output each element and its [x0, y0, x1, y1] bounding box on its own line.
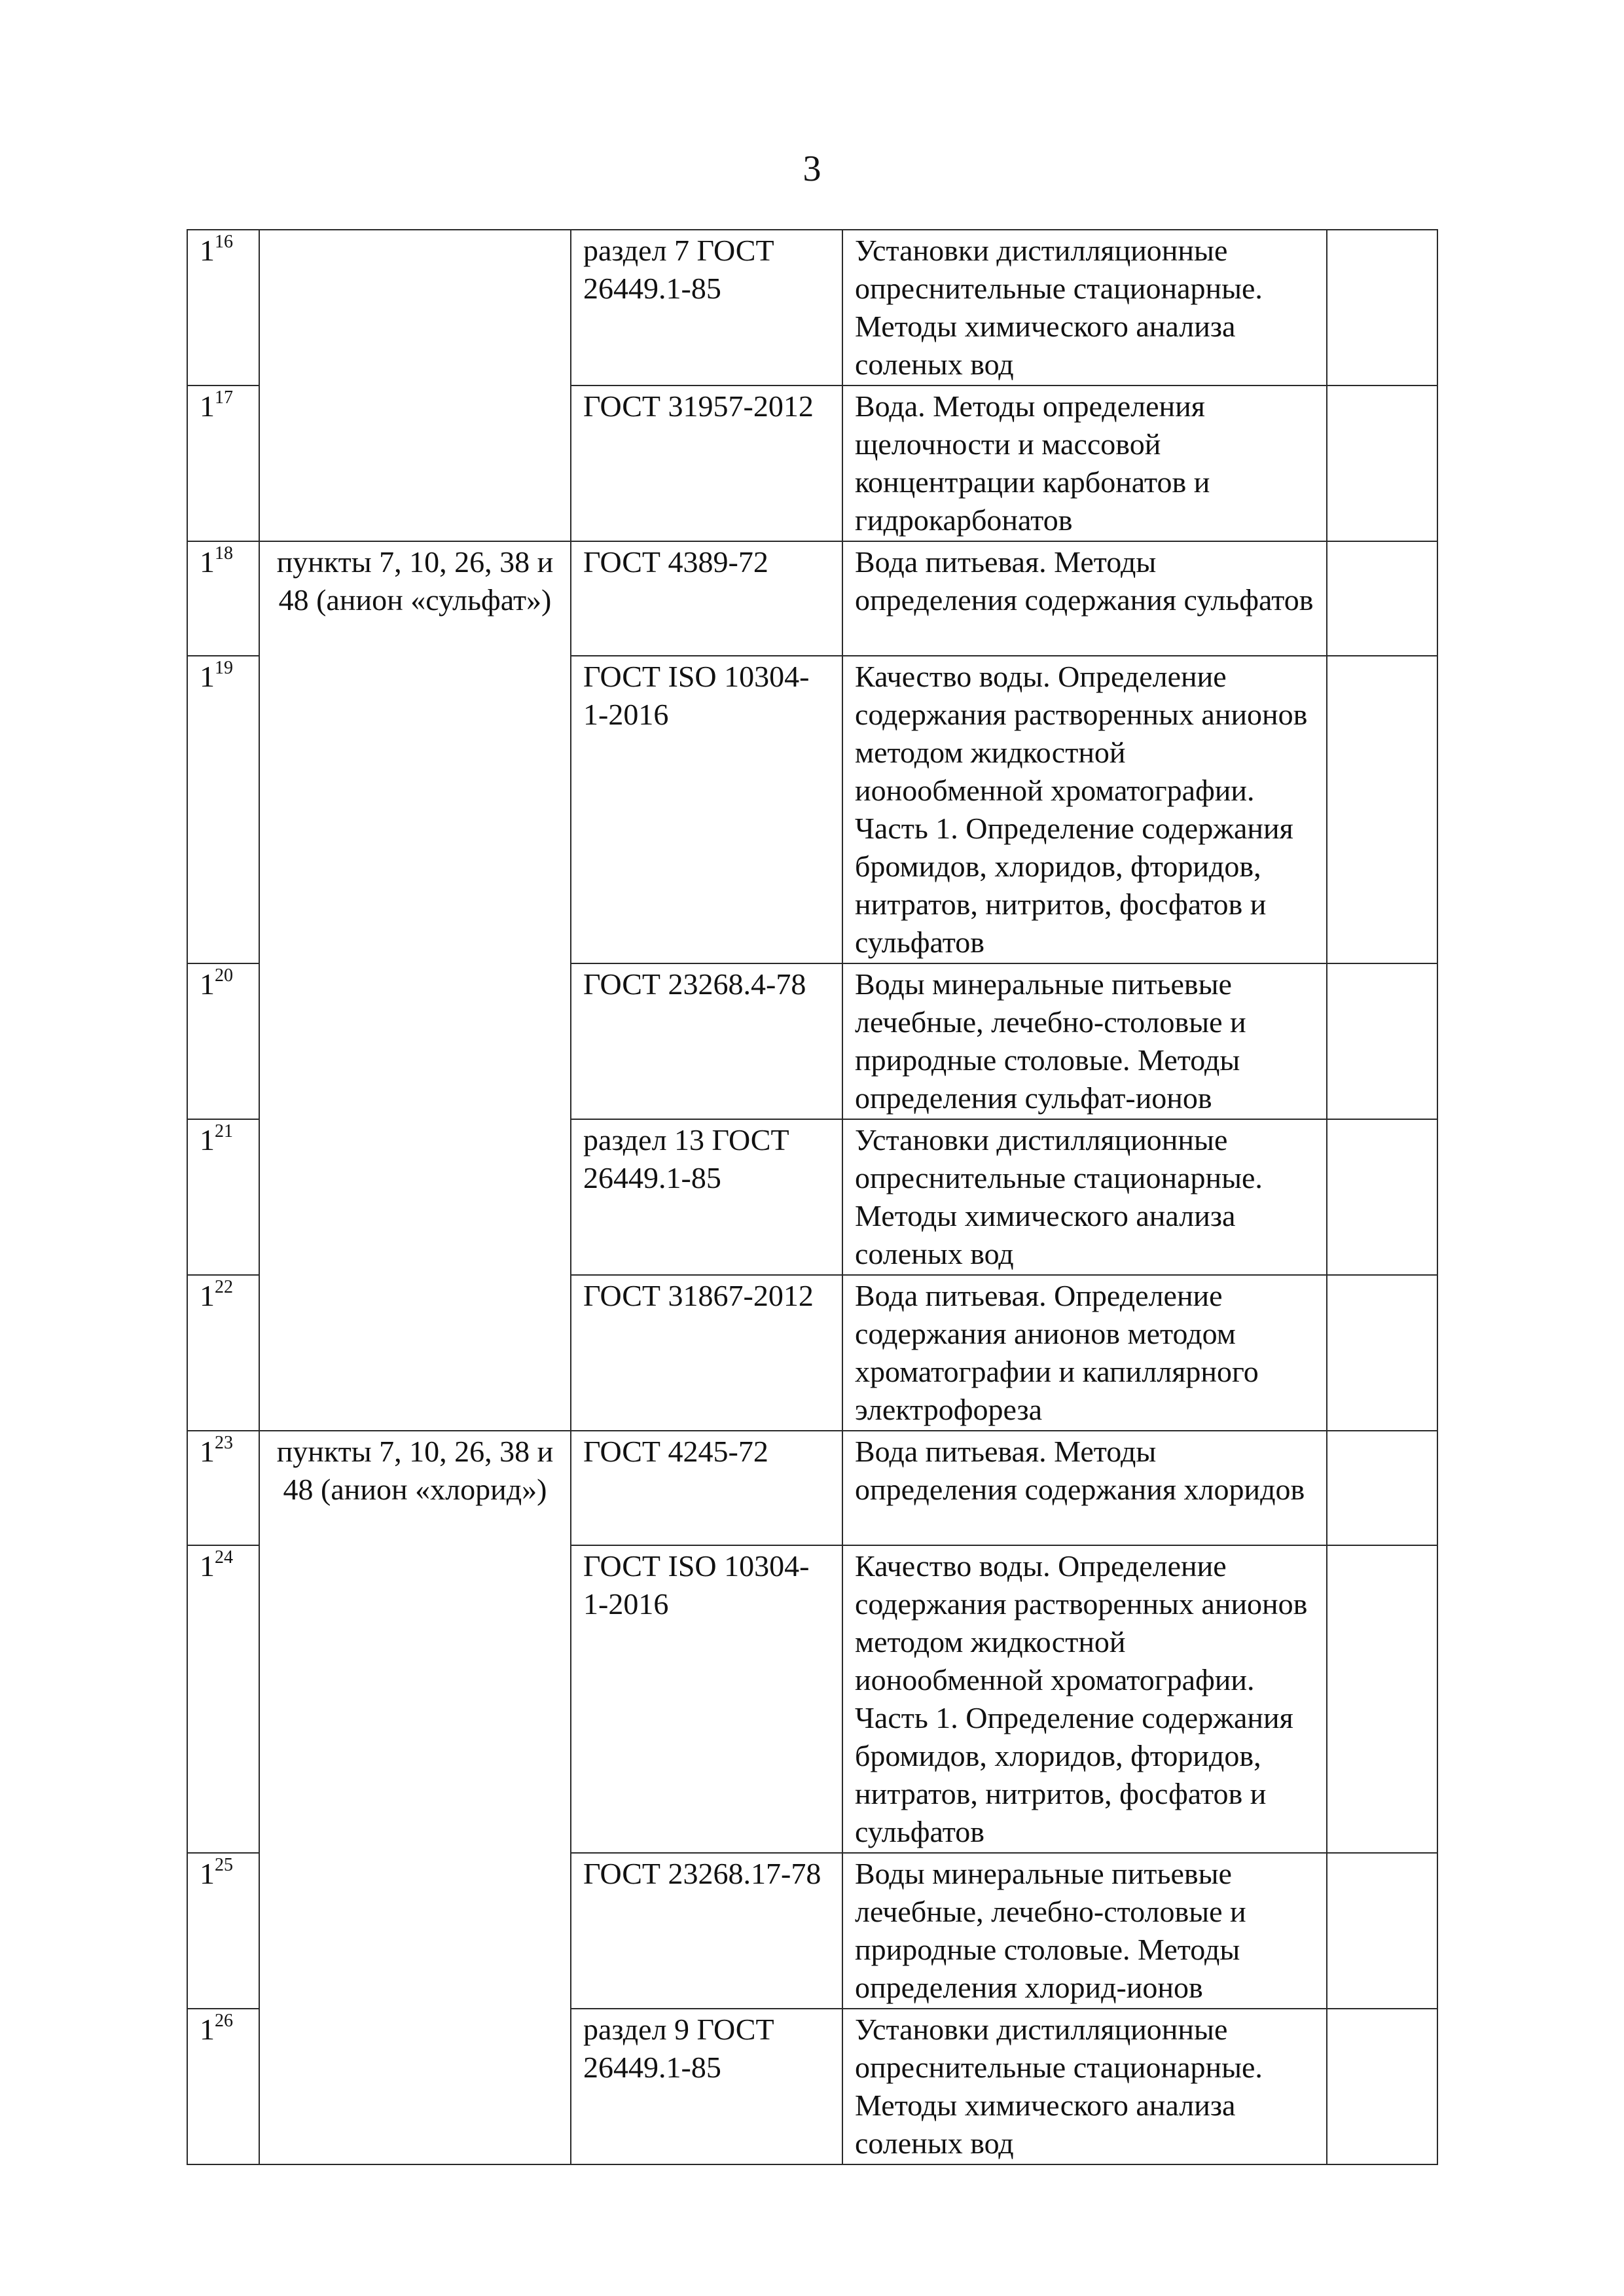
gost-cell: ГОСТ ISO 10304-1-2016	[571, 1545, 842, 1853]
gost-cell: раздел 13 ГОСТ 26449.1-85	[571, 1119, 842, 1275]
empty-cell	[1327, 656, 1437, 963]
row-number-superscript: 20	[215, 965, 233, 986]
title-cell: Установки дистилляционные опреснительные стационарные. Методы химического анализа соленых вод	[842, 230, 1327, 386]
row-number: $1^{22}$	[187, 1275, 259, 1431]
empty-cell	[1327, 1853, 1437, 2009]
row-number: $1^{21}$	[187, 1119, 259, 1275]
gost-cell: ГОСТ 23268.17-78	[571, 1853, 842, 2009]
gost-cell: ГОСТ 4389-72	[571, 541, 842, 656]
points-cell-chloride: пункты 7, 10, 26, 38 и 48 (анион «хлорид»)	[259, 1431, 571, 2164]
row-number-superscript: 17	[215, 387, 233, 408]
row-number: $1^{17}$	[187, 386, 259, 541]
row-number-superscript: 26	[215, 2011, 233, 2031]
empty-cell	[1327, 1275, 1437, 1431]
gost-cell: раздел 7 ГОСТ 26449.1-85	[571, 230, 842, 386]
row-number-superscript: 22	[215, 1277, 233, 1297]
title-cell: Вода. Методы определения щелочности и массовой концентрации карбонатов и гидрокарбонатов	[842, 386, 1327, 541]
row-number-superscript: 16	[215, 232, 233, 252]
row-number: $1^{16}$	[187, 230, 259, 386]
row-number: $1^{18}$	[187, 541, 259, 656]
gost-cell: ГОСТ ISO 10304-1-2016	[571, 656, 842, 963]
title-cell: Воды минеральные питьевые лечебные, лечебно-столовые и природные столовые. Методы определения хлорид-ионов	[842, 1853, 1327, 2009]
standards-table	[187, 229, 1438, 2165]
title-cell: Вода питьевая. Определение содержания анионов методом хроматографии и капиллярного электрофореза	[842, 1275, 1327, 1431]
title-cell: Качество воды. Определение содержания растворенных анионов методом жидкостной ионообменной хроматографии. Часть 1. Определение содержания бромидов, хлоридов, фторидов, нитратов, нитритов, фосфатов и сульфатов	[842, 1545, 1327, 1853]
gost-cell: раздел 9 ГОСТ 26449.1-85	[571, 2009, 842, 2164]
gost-cell: ГОСТ 31957-2012	[571, 386, 842, 541]
row-number: $1^{23}$	[187, 1431, 259, 1545]
title-cell: Вода питьевая. Методы определения содержания сульфатов	[842, 541, 1327, 656]
row-number-superscript: 19	[215, 658, 233, 678]
page-number: 3	[803, 149, 821, 189]
row-number-superscript: 24	[215, 1547, 233, 1568]
empty-cell	[1327, 1431, 1437, 1545]
empty-cell	[1327, 386, 1437, 541]
row-number: $1^{19}$	[187, 656, 259, 963]
gost-cell: ГОСТ 4245-72	[571, 1431, 842, 1545]
row-number-superscript: 21	[215, 1121, 233, 1141]
table-row	[187, 230, 1437, 386]
empty-cell	[1327, 963, 1437, 1119]
row-number-superscript: 23	[215, 1433, 233, 1453]
empty-cell	[1327, 1545, 1437, 1853]
row-number: $1^{26}$	[187, 2009, 259, 2164]
table-row	[187, 541, 1437, 656]
points-cell	[259, 230, 571, 541]
gost-cell: ГОСТ 23268.4-78	[571, 963, 842, 1119]
table-row	[187, 1431, 1437, 1545]
title-cell: Установки дистилляционные опреснительные стационарные. Методы химического анализа соленых вод	[842, 2009, 1327, 2164]
empty-cell	[1327, 541, 1437, 656]
gost-cell: ГОСТ 31867-2012	[571, 1275, 842, 1431]
row-number-superscript: 18	[215, 543, 233, 564]
row-number: $1^{24}$	[187, 1545, 259, 1853]
empty-cell	[1327, 2009, 1437, 2164]
points-cell-sulfate: пункты 7, 10, 26, 38 и 48 (анион «сульфат»)	[259, 541, 571, 1431]
empty-cell	[1327, 1119, 1437, 1275]
row-number-superscript: 25	[215, 1855, 233, 1875]
row-number: $1^{25}$	[187, 1853, 259, 2009]
title-cell: Вода питьевая. Методы определения содержания хлоридов	[842, 1431, 1327, 1545]
title-cell: Установки дистилляционные опреснительные стационарные. Методы химического анализа соленых вод	[842, 1119, 1327, 1275]
empty-cell	[1327, 230, 1437, 386]
title-cell: Качество воды. Определение содержания растворенных анионов методом жидкостной ионообменной хроматографии. Часть 1. Определение содержания бромидов, хлоридов, фторидов, нитратов, нитритов, фосфатов и сульфатов	[842, 656, 1327, 963]
row-number: $1^{20}$	[187, 963, 259, 1119]
title-cell: Воды минеральные питьевые лечебные, лечебно-столовые и природные столовые. Методы определения сульфат-ионов	[842, 963, 1327, 1119]
